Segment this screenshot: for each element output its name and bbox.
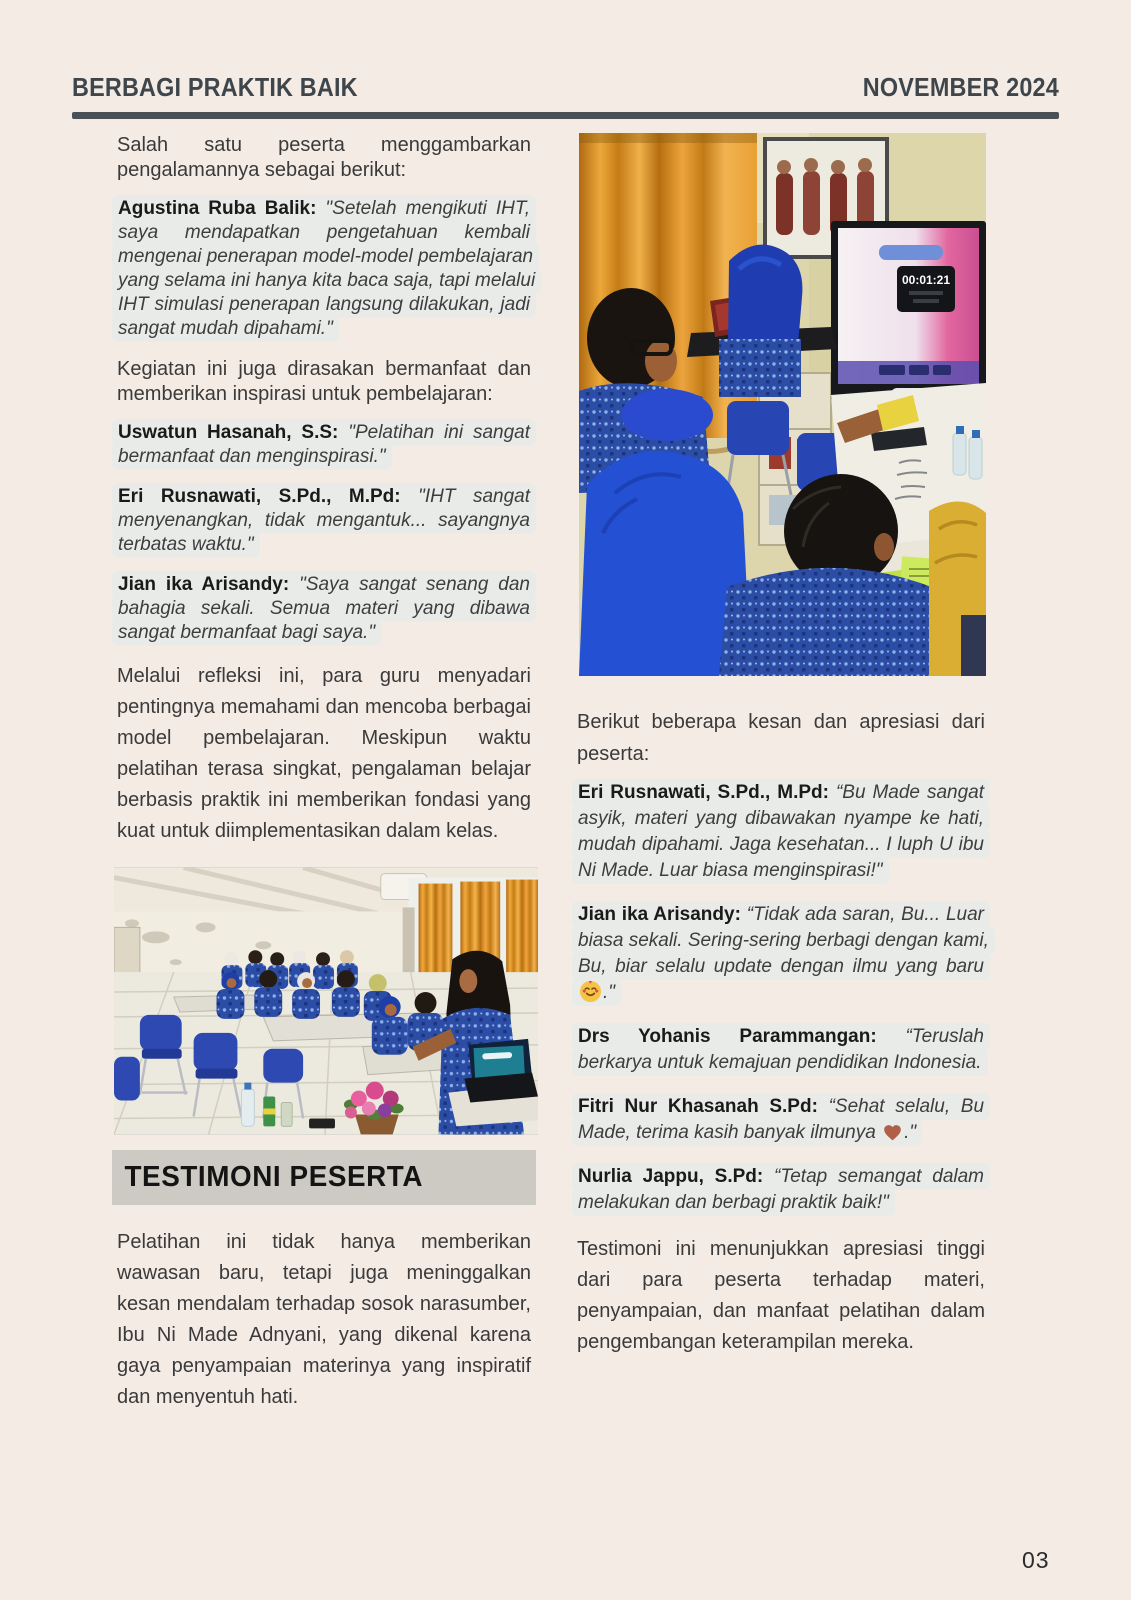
- quote-fitri: [572, 1094, 990, 1146]
- paragraph-berikut: Berikut beberapa kesan dan apresiasi dari peserta:: [577, 711, 985, 765]
- section-heading: TESTIMONI PESERTA: [124, 1161, 424, 1193]
- smiling-face-with-hearts-emoji: [579, 980, 602, 1003]
- quote-text-suffix: .": [603, 982, 616, 1003]
- quote-jian-left: [112, 573, 536, 645]
- quote-nurlia: [572, 1164, 990, 1216]
- quote-text: “Tetap semangat dalam melakukan dan berbagi praktik baik!": [578, 1166, 984, 1213]
- page-title: BERBAGI PRAKTIK BAIK: [72, 72, 358, 102]
- quote-yohanis: [572, 1024, 990, 1076]
- photo-training-room: [114, 867, 538, 1135]
- left-column: [112, 133, 536, 1425]
- quote-text: "Saya sangat senang dan bahagia sekali. Semua materi yang dibawa sangat bermanfaat bagi saya.": [118, 574, 531, 643]
- page-number: 03: [1022, 1547, 1050, 1573]
- quote-author: Eri Rusnawati, S.Pd., M.Pd:: [578, 782, 829, 803]
- quote-author: Agustina Ruba Balik:: [118, 198, 317, 219]
- quote-text: "Setelah mengikuti IHT, saya mendapatkan pengetahuan kembali mengenai penerapan model-model pembelajaran yang selama ini hanya kita baca saja, tapi melalui IHT simulasi penerapan langsung dilakukan, jadi sangat mudah dipahami.": [118, 198, 536, 339]
- section-heading-bar: [112, 1150, 536, 1205]
- quote-text: “Sehat selalu, Bu Made, terima kasih banyak ilmunya: [578, 1096, 985, 1143]
- quote-eri-left: [112, 485, 536, 557]
- paragraph-kegiatan: Kegiatan ini juga dirasakan bermanfaat dan memberikan inspirasi untuk pembelajaran:: [117, 358, 531, 405]
- quote-author: Fitri Nur Khasanah S.Pd:: [578, 1096, 818, 1117]
- quote-author: Eri Rusnawati, S.Pd., M.Pd:: [118, 486, 401, 507]
- paragraph-testimoni: Testimoni ini menunjukkan apresiasi tinggi dari para peserta terhadap materi, penyampaian, dan manfaat pelatihan dalam pengembangan keterampilan mereka.: [577, 1238, 985, 1353]
- quote-text: “Bu Made sangat asyik, materi yang dibawakan nyampe ke hati, mudah dipahami. Jaga kesehatan... I luph U ibu Ni Made. Luar biasa menginspirasi!": [578, 782, 984, 881]
- paragraph-pelatihan: Pelatihan ini tidak hanya memberikan wawasan baru, tetapi juga meninggalkan kesan mendalam terhadap sosok narasumber, Ibu Ni Made Adnyani, yang dikenal karena gaya penyampaian materinya yang inspiratif dan menyentuh hati.: [117, 1231, 531, 1408]
- quote-author: Uswatun Hasanah, S.S:: [118, 422, 339, 443]
- quote-eri-right: [572, 780, 990, 884]
- quote-text: "IHT sangat menyenangkan, tidak mengantuk... sayangnya terbatas waktu.": [118, 486, 530, 555]
- quote-text: “Teruslah berkarya untuk kemajuan pendidikan Indonesia.: [578, 1026, 984, 1073]
- issue-date: NOVEMBER 2024: [862, 72, 1059, 102]
- quote-author: Nurlia Jappu, S.Pd:: [578, 1166, 764, 1187]
- photo-workshop-activity: [579, 133, 986, 676]
- quote-jian-right: [572, 902, 990, 1006]
- quote-author: Jian ika Arisandy:: [118, 574, 290, 595]
- quote-uswatun: [112, 421, 536, 469]
- quote-agustina: [112, 197, 536, 341]
- quote-text: "Pelatihan ini sangat bermanfaat dan menginspirasi.": [118, 422, 530, 467]
- paragraph-refleksi: Melalui refleksi ini, para guru menyadari pentingnya memahami dan mencoba berbagai model pembelajaran. Meskipun waktu pelatihan terasa singkat, pengalaman belajar berbasis praktik ini memberikan fondasi yang kuat untuk diimplementasikan dalam kelas.: [117, 665, 531, 842]
- brown-heart-emoji: [882, 1122, 903, 1143]
- quote-text-suffix: .": [904, 1122, 917, 1143]
- right-column: [572, 133, 990, 1370]
- quote-text: “Tidak ada saran, Bu... Luar biasa sekali. Sering-sering berbagi dengan kami, Bu, biar selalu update dengan ilmu yang baru: [578, 904, 989, 977]
- screen-timer: 00:01:21: [901, 273, 951, 287]
- intro-paragraph: Salah satu peserta menggambarkan pengalamannya sebagai berikut:: [117, 134, 531, 181]
- quote-author: Drs Yohanis Parammangan:: [578, 1026, 877, 1047]
- header-divider: [72, 112, 1059, 119]
- quote-author: Jian ika Arisandy:: [578, 904, 741, 925]
